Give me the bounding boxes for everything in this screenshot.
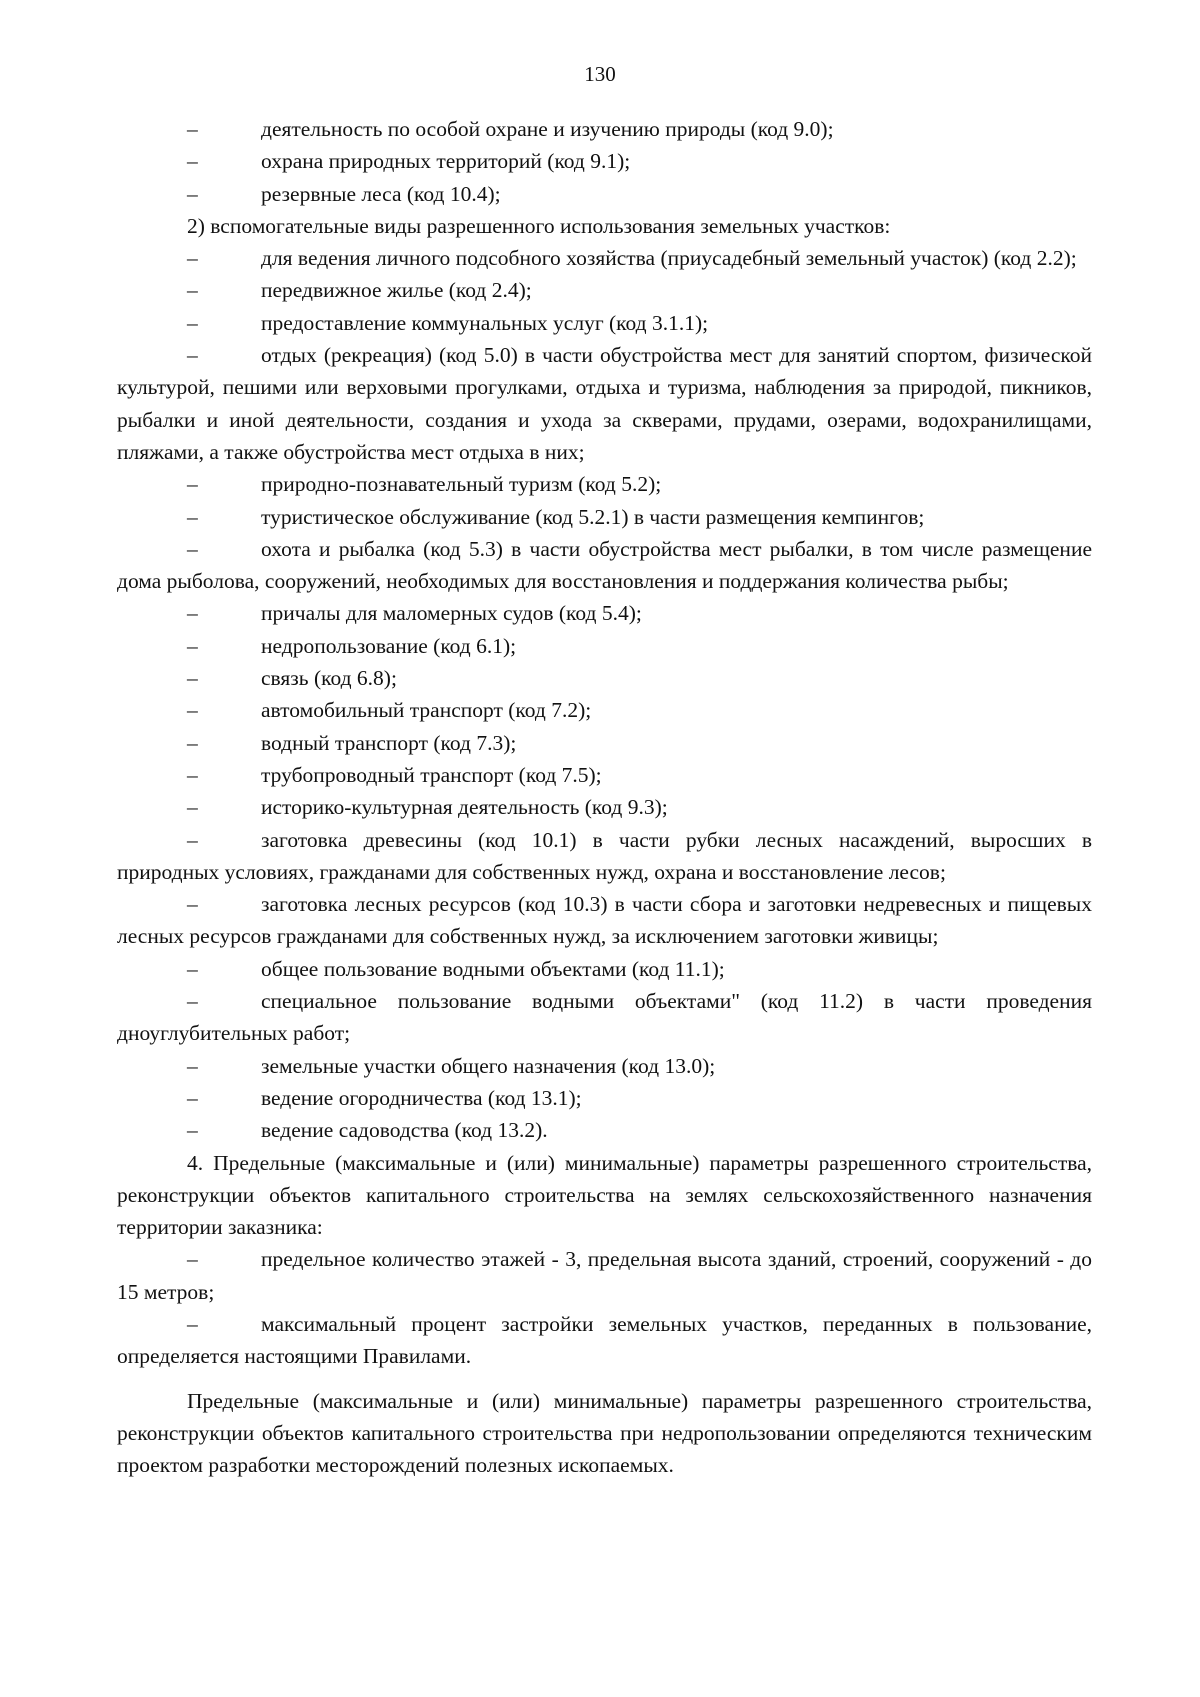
dash-marker: – — [187, 504, 198, 529]
list-item — [117, 307, 1092, 339]
list-item — [117, 824, 1092, 889]
dash-marker: – — [187, 1247, 198, 1272]
dash-marker: – — [187, 117, 198, 141]
dash-marker: – — [187, 666, 198, 691]
list-item — [117, 468, 1092, 500]
list-item — [117, 791, 1092, 823]
page-number: 130 — [584, 62, 616, 86]
dash-marker: – — [187, 1118, 198, 1143]
list-item — [117, 501, 1092, 533]
dash-marker: – — [187, 730, 198, 755]
list-item — [117, 727, 1092, 759]
dash-marker: – — [187, 633, 198, 658]
list-item — [117, 662, 1092, 694]
list-item — [117, 985, 1092, 1050]
list-item-text: максимальный процент застройки земельных участков, переданных в пользование, определяется настоящими Правилами. — [117, 1311, 1092, 1369]
list-item — [117, 242, 1092, 274]
list-item-text: ведение огородничества (код 13.1); — [261, 1085, 582, 1110]
list-item — [117, 1308, 1092, 1373]
paragraph: Предельные (максимальные и (или) минимальные) параметры разрешенного строительства, реконструкции объектов капитального строительства при недропользовании определяются техническим проектом разработки месторождений полезных ископаемых. — [117, 1388, 1092, 1478]
dash-marker: – — [187, 246, 198, 271]
list-item-text: причалы для маломерных судов (код 5.4); — [261, 601, 642, 626]
document-body — [117, 113, 1092, 1481]
list-item-text: предоставление коммунальных услуг (код 3.1.1); — [261, 310, 709, 335]
list-item — [117, 1114, 1092, 1146]
list-item — [117, 178, 1092, 210]
list-item — [117, 888, 1092, 953]
list-item — [117, 1050, 1092, 1082]
dash-marker: – — [187, 601, 198, 626]
list-item — [117, 953, 1092, 985]
list-item — [117, 113, 1092, 145]
list-item-text: для ведения личного подсобного хозяйства (приусадебный земельный участок) (код 2.2); — [261, 246, 1077, 271]
dash-marker: – — [187, 278, 198, 303]
dash-marker: – — [187, 310, 198, 335]
dash-marker: – — [187, 698, 198, 723]
list-item-text: заготовка древесины (код 10.1) в части рубки лесных насаждений, выросших в природных условиях, гражданами для собственных нужд, охрана и восстановление лесов; — [117, 827, 1092, 884]
dash-marker: – — [187, 1085, 198, 1110]
paragraph: 2) вспомогательные виды разрешенного использования земельных участков: — [187, 213, 891, 238]
dash-marker: – — [187, 762, 198, 787]
list-item — [117, 274, 1092, 306]
list-item — [117, 339, 1092, 468]
list-item — [117, 759, 1092, 791]
list-item — [117, 597, 1092, 629]
list-item-text: охрана природных территорий (код 9.1); — [261, 149, 631, 174]
list-item — [117, 1243, 1092, 1308]
list-item-text: специальное пользование водными объектами" (код 11.2) в части проведения дноуглубительных работ; — [117, 989, 1092, 1046]
dash-marker: – — [187, 892, 198, 917]
list-item — [117, 145, 1092, 177]
dash-marker: – — [187, 472, 198, 497]
list-item-text: связь (код 6.8); — [261, 666, 397, 691]
dash-marker: – — [187, 181, 198, 206]
list-item — [117, 1082, 1092, 1114]
dash-marker: – — [187, 795, 198, 820]
list-item-text: предельное количество этажей - 3, предельная высота зданий, строений, сооружений - до 15 метров; — [117, 1247, 1092, 1304]
list-item-text: трубопроводный транспорт (код 7.5); — [261, 762, 602, 787]
list-item-text: водный транспорт (код 7.3); — [261, 730, 517, 755]
paragraph: 4. Предельные (максимальные и (или) минимальные) параметры разрешенного строительства, реконструкции объектов капитального строительства на землях сельскохозяйственного назначения территории заказника: — [117, 1150, 1092, 1240]
list-item-text: историко-культурная деятельность (код 9.3); — [261, 795, 668, 820]
dash-marker: – — [187, 989, 198, 1014]
dash-marker: – — [187, 343, 198, 368]
dash-marker: – — [187, 1311, 198, 1336]
list-item-text: земельные участки общего назначения (код 13.0); — [261, 1053, 716, 1078]
dash-marker: – — [187, 1053, 198, 1078]
list-item — [117, 694, 1092, 726]
list-item-text: охота и рыбалка (код 5.3) в части обустройства мест рыбалки, в том числе размещение дома рыболова, сооружений, необходимых для восстановления и поддержания количества рыбы; — [117, 536, 1092, 594]
list-item-text: заготовка лесных ресурсов (код 10.3) в части сбора и заготовки недревесных и пищевых лесных ресурсов гражданами для собственных нужд, за исключением заготовки живицы; — [117, 892, 1092, 949]
list-item-text: туристическое обслуживание (код 5.2.1) в части размещения кемпингов; — [261, 504, 925, 529]
list-item-text: природно-познавательный туризм (код 5.2); — [261, 472, 662, 497]
dash-marker: – — [187, 536, 198, 561]
dash-marker: – — [187, 149, 198, 174]
list-item-text: деятельность по особой охране и изучению природы (код 9.0); — [261, 117, 834, 141]
list-item-text: отдых (рекреация) (код 5.0) в части обустройства мест для занятий спортом, физической культурой, пешими или верховыми прогулками, отдыха и туризма, наблюдения за природой, пикников, рыбалки и иной деятельности, создания и ухода за скверами, прудами, озерами, водохранилищами, пляжами, а также обустройства мест отдыха в них; — [117, 343, 1092, 464]
list-item-text: общее пользование водными объектами (код 11.1); — [261, 956, 725, 981]
list-item — [117, 533, 1092, 598]
dash-marker: – — [187, 956, 198, 981]
list-item-text: передвижное жилье (код 2.4); — [261, 278, 532, 303]
dash-marker: – — [187, 827, 198, 852]
list-item-text: автомобильный транспорт (код 7.2); — [261, 698, 592, 723]
list-item-text: недропользование (код 6.1); — [261, 633, 517, 658]
list-item-text: ведение садоводства (код 13.2). — [261, 1118, 548, 1143]
list-item-text: резервные леса (код 10.4); — [261, 181, 501, 206]
list-item — [117, 630, 1092, 662]
